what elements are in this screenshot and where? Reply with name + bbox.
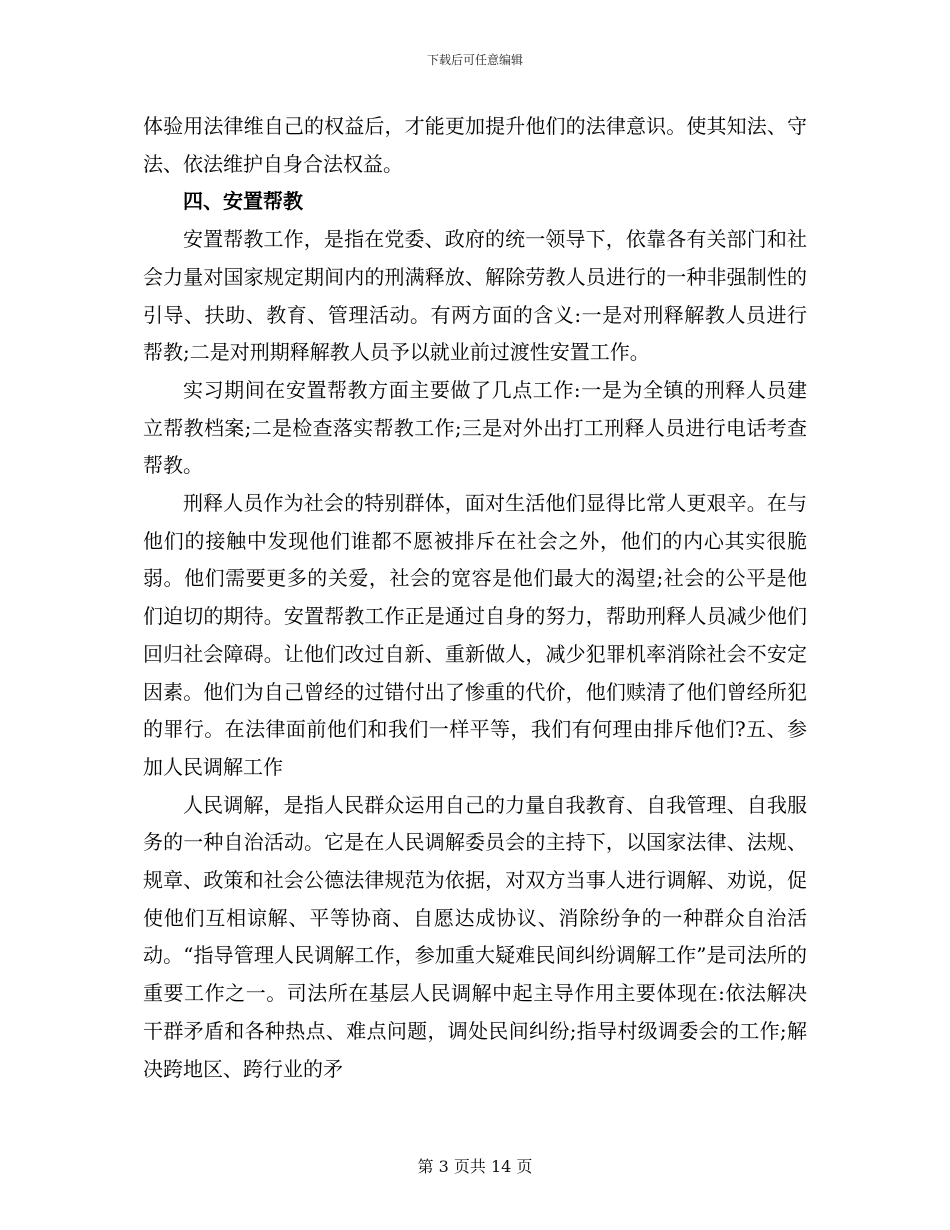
page-footer: 第 3 页共 14 页 [417, 1157, 533, 1176]
paragraph-people-mediation: 人民调解，是指人民群众运用自己的力量自我教育、自我管理、自我服务的一种自治活动。它是在人民调解委员会的主持下，以国家法律、法规、规章、政策和社会公德法律规范为依据，对双方当事人进行调解、劝说，促使他们互相谅解、平等协商、自愿达成协议、消除纷争的一种群众自治活动。“指导管理人民调解工作，参加重大疑难民间纠纷调解工作”是司法所的重要工作之一。司法所在基层人民调解中起主导作用主要体现在:依法解决干群矛盾和各种热点、难点问题，调处民间纠纷;指导村级调委会的工作;解决跨地区、跨行业的矛 [143, 792, 807, 1081]
paragraph-continuation: 体验用法律维自己的权益后，才能更加提升他们的法律意识。使其知法、守法、依法维护自身合法权益。 [143, 114, 807, 176]
paragraph-internship-work: 实习期间在安置帮教方面主要做了几点工作:一是为全镇的刑释人员建立帮教档案;二是检查落实帮教工作;三是对外出打工刑释人员进行电话考查帮教。 [143, 377, 807, 478]
document-body [143, 108, 807, 1088]
page-header: 下载后可任意编辑 [426, 53, 523, 67]
section-heading-4: 四、安置帮教 [183, 189, 303, 214]
paragraph-resettlement-definition: 安置帮教工作，是指在党委、政府的统一领导下，依靠各有关部门和社会力量对国家规定期间内的刑满释放、解除劳教人员进行的一种非强制性的引导、扶助、教育、管理活动。有两方面的含义:一是对刑释解教人员进行帮教;二是对刑期释解教人员予以就业前过渡性安置工作。 [143, 227, 807, 365]
paragraph-released-persons: 刑释人员作为社会的特别群体，面对生活他们显得比常人更艰辛。在与他们的接触中发现他们谁都不愿被排斥在社会之外，他们的内心其实很脆弱。他们需要更多的关爱，社会的宽容是他们最大的渴望;社会的公平是他们迫切的期待。安置帮教工作正是通过自身的努力，帮助刑释人员减少他们回归社会障碍。让他们改过自新、重新做人，减少犯罪机率消除社会不安定因素。他们为自己曾经的过错付出了惨重的代价，他们赎清了他们曾经所犯的罪行。在法律面前他们和我们一样平等，我们有何理由排斥他们?五、参加人民调解工作 [143, 491, 807, 779]
